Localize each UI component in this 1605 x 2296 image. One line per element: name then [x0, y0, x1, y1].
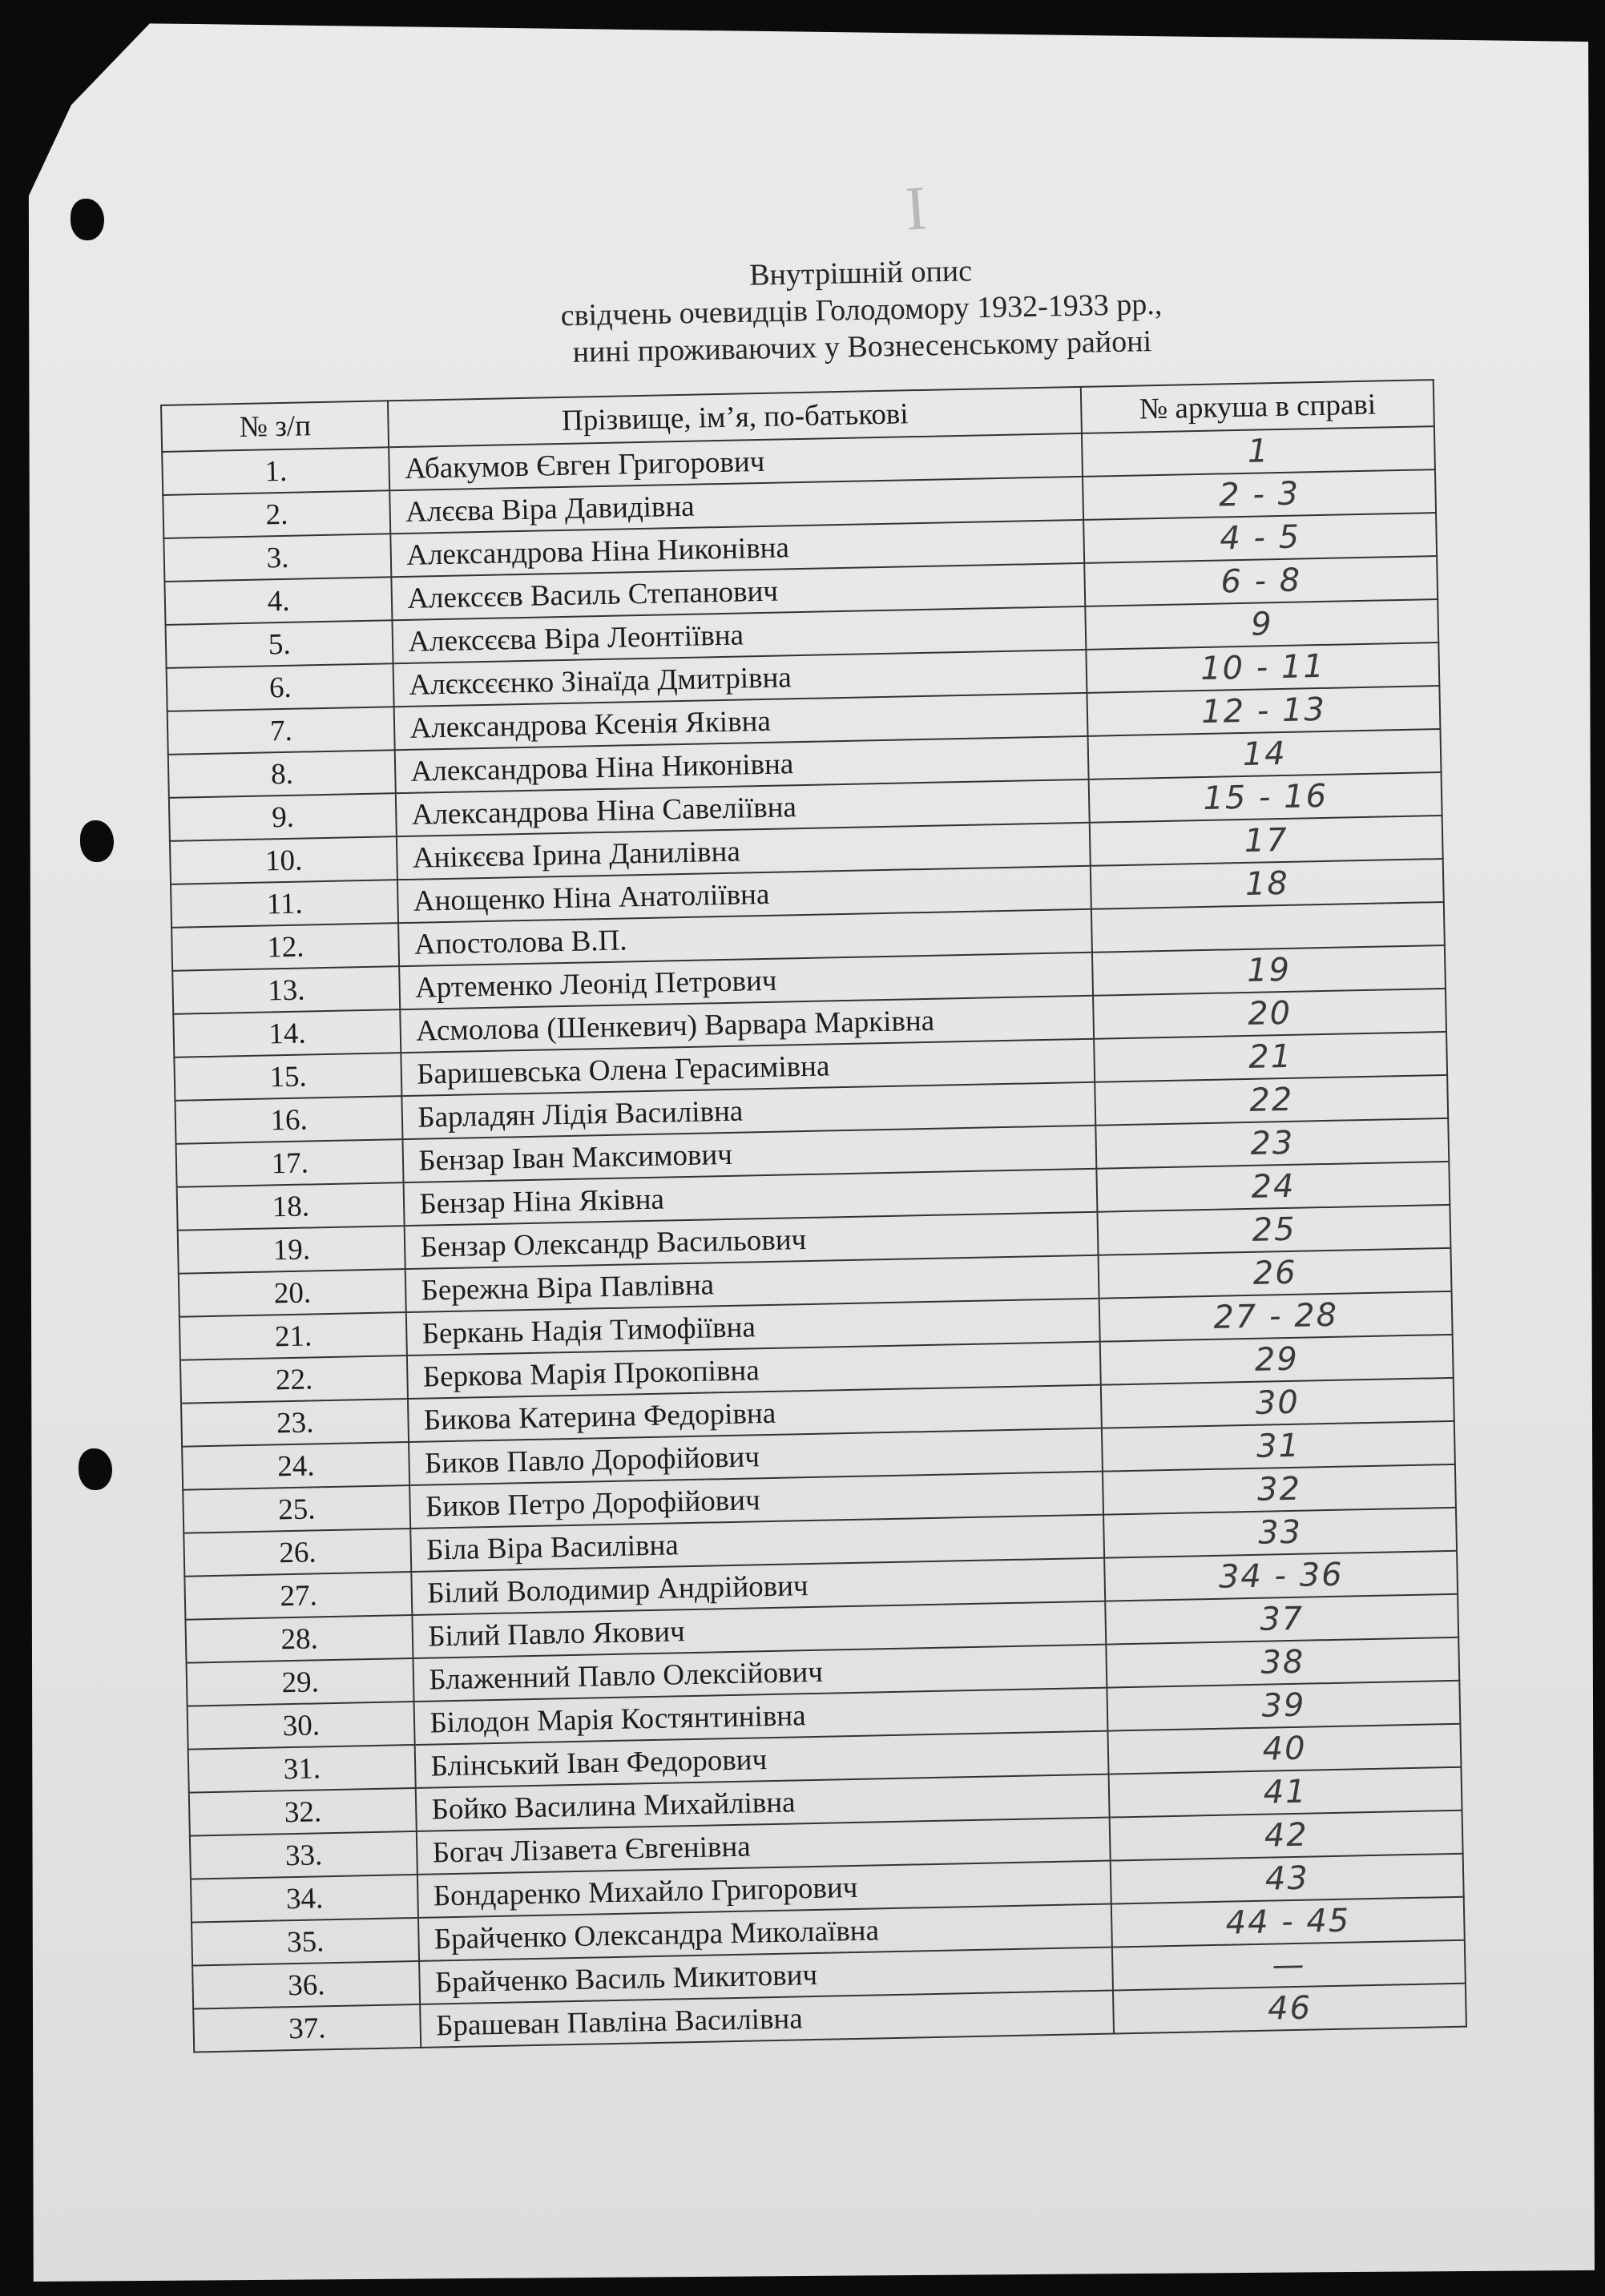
row-sheet-number: 32 — [1103, 1464, 1456, 1515]
row-sheet-number: 31 — [1102, 1421, 1455, 1472]
header-full-name: Прізвище, ім’я, по-батькові — [388, 387, 1082, 447]
row-full-name: Бикова Катерина Федорівна — [408, 1385, 1102, 1442]
row-sheet-number — [1091, 902, 1445, 953]
row-sheet-number: 29 — [1100, 1335, 1454, 1385]
row-sheet-number: 1 — [1082, 426, 1435, 477]
row-number: 14. — [173, 1009, 401, 1057]
row-full-name: Баришевська Олена Герасимівна — [401, 1039, 1095, 1096]
row-full-name: Барладян Лідія Василівна — [402, 1082, 1096, 1139]
heading-line-1: Внутрішній опис — [748, 254, 973, 292]
row-full-name: Александрова Ніна Савеліївна — [396, 779, 1090, 836]
row-number: 26. — [183, 1529, 411, 1577]
row-full-name: Брайченко Василь Микитович — [419, 1948, 1113, 2004]
row-full-name: Блаженний Павло Олексійович — [413, 1645, 1107, 1702]
row-number: 22. — [180, 1355, 408, 1404]
row-sheet-number: 22 — [1095, 1075, 1448, 1126]
row-number: 11. — [171, 880, 398, 928]
row-number: 15. — [174, 1053, 401, 1101]
row-full-name: Біла Віра Василівна — [411, 1515, 1105, 1572]
row-number: 32. — [189, 1788, 417, 1836]
row-full-name: Алєєва Віра Давидівна — [390, 477, 1084, 534]
table-body — [162, 426, 1466, 2052]
row-full-name: Биков Петро Дорофійович — [410, 1472, 1104, 1529]
row-full-name: Беркова Марія Прокопівна — [407, 1342, 1101, 1399]
page-mark: I — [902, 172, 929, 244]
row-full-name: Білий Павло Якович — [413, 1601, 1107, 1658]
row-number: 37. — [193, 2004, 421, 2052]
row-full-name: Бензар Олександр Васильович — [405, 1212, 1099, 1269]
row-number: 12. — [171, 923, 399, 971]
row-full-name: Александрова Ксенія Яківна — [394, 693, 1088, 750]
row-full-name: Артеменко Леонід Петрович — [400, 953, 1094, 1009]
row-full-name: Бойко Василина Михайлівна — [416, 1774, 1110, 1831]
row-number: 7. — [167, 707, 395, 755]
row-sheet-number: 33 — [1103, 1508, 1457, 1558]
row-full-name: Алексєєва Віра Леонтіївна — [393, 606, 1087, 663]
row-sheet-number: 25 — [1098, 1205, 1451, 1255]
row-full-name: Білий Володимир Андрійович — [412, 1558, 1106, 1615]
row-sheet-number: 18 — [1091, 859, 1444, 909]
heading-line-2: свідчень очевидців Голодомору 1932-1933 рр., — [560, 287, 1163, 333]
row-full-name: Брайченко Олександра Миколаївна — [418, 1904, 1112, 1961]
row-sheet-number: 38 — [1107, 1637, 1460, 1688]
row-sheet-number: 19 — [1092, 945, 1446, 996]
row-number: 10. — [170, 836, 397, 884]
row-full-name: Алєксєєнко Зінаїда Дмитрівна — [393, 650, 1087, 707]
header-number: № з/п — [161, 401, 389, 452]
row-sheet-number: 26 — [1099, 1248, 1452, 1299]
row-sheet-number: 30 — [1101, 1378, 1454, 1428]
row-number: 24. — [182, 1442, 409, 1490]
row-full-name: Беркань Надія Тимофіївна — [406, 1299, 1100, 1355]
row-number: 31. — [188, 1745, 416, 1793]
row-number: 29. — [187, 1658, 414, 1706]
row-number: 8. — [168, 750, 396, 798]
row-full-name: Анікєєва Ірина Данилівна — [397, 823, 1091, 880]
row-sheet-number: 39 — [1107, 1681, 1461, 1731]
row-number: 30. — [188, 1702, 415, 1750]
row-number: 5. — [166, 620, 393, 668]
row-number: 20. — [179, 1269, 406, 1317]
header-sheet-number: № аркуша в справі — [1081, 380, 1434, 433]
row-sheet-number: 34 - 36 — [1104, 1551, 1458, 1601]
row-sheet-number: 40 — [1108, 1724, 1462, 1774]
row-number: 21. — [179, 1312, 407, 1360]
row-full-name: Алексєєв Василь Степанович — [392, 563, 1086, 620]
row-full-name: Александрова Ніна Никонівна — [395, 736, 1089, 793]
row-number: 19. — [178, 1226, 405, 1274]
row-sheet-number: 12 - 13 — [1087, 686, 1441, 736]
row-sheet-number: 44 - 45 — [1111, 1897, 1465, 1948]
row-number: 4. — [164, 577, 392, 625]
row-number: 9. — [169, 793, 397, 841]
inventory-table-wrapper — [160, 379, 1467, 2052]
row-number: 16. — [175, 1096, 402, 1144]
row-full-name: Бензар Ніна Яківна — [404, 1169, 1098, 1226]
row-sheet-number: 27 - 28 — [1099, 1291, 1453, 1342]
row-sheet-number: 43 — [1111, 1854, 1464, 1904]
row-number: 2. — [163, 490, 390, 538]
document-heading — [440, 247, 1283, 373]
row-full-name: Асмолова (Шенкевич) Варвара Марківна — [401, 996, 1095, 1053]
row-full-name: Биков Павло Дорофійович — [409, 1428, 1103, 1485]
row-sheet-number: 2 - 3 — [1083, 469, 1436, 520]
row-sheet-number: 24 — [1097, 1162, 1450, 1212]
row-full-name: Блінський Іван Федорович — [415, 1731, 1109, 1788]
row-number: 35. — [192, 1918, 419, 1966]
punch-hole — [80, 820, 114, 862]
punch-hole — [79, 1448, 112, 1490]
row-full-name: Бережна Віра Павлівна — [405, 1255, 1099, 1312]
row-number: 3. — [163, 534, 391, 582]
row-number: 36. — [192, 1961, 420, 2009]
row-number: 13. — [172, 966, 400, 1014]
row-full-name: Брашеван Павліна Василівна — [421, 1991, 1115, 2048]
row-sheet-number: 46 — [1113, 1984, 1466, 2034]
heading-line-3: нині проживаючих у Вознесенському районі — [572, 324, 1152, 369]
row-number: 6. — [167, 663, 394, 711]
row-full-name: Анощенко Ніна Анатоліївна — [397, 866, 1091, 923]
row-sheet-number: 20 — [1093, 989, 1446, 1039]
row-full-name: Апостолова В.П. — [398, 909, 1092, 966]
row-number: 23. — [181, 1399, 409, 1447]
row-number: 34. — [191, 1875, 418, 1923]
row-sheet-number: 10 - 11 — [1087, 642, 1440, 693]
row-sheet-number: 6 - 8 — [1084, 556, 1438, 606]
row-sheet-number: 41 — [1109, 1767, 1462, 1818]
row-number: 18. — [177, 1182, 405, 1231]
row-number: 33. — [190, 1831, 417, 1879]
row-sheet-number: — — [1112, 1940, 1466, 1991]
row-number: 25. — [183, 1485, 410, 1533]
row-full-name: Абакумов Євген Григорович — [389, 433, 1083, 490]
row-sheet-number: 9 — [1086, 599, 1439, 650]
row-full-name: Бензар Іван Максимович — [403, 1126, 1097, 1182]
inventory-table — [160, 379, 1467, 2052]
row-sheet-number: 14 — [1088, 729, 1442, 779]
row-full-name: Александрова Ніна Никонівна — [391, 520, 1085, 577]
row-sheet-number: 17 — [1090, 816, 1443, 866]
row-number: 1. — [162, 447, 389, 495]
row-sheet-number: 21 — [1094, 1032, 1447, 1082]
row-number: 17. — [176, 1139, 404, 1187]
punch-hole — [71, 199, 104, 240]
row-full-name: Богач Лізавета Євгенівна — [417, 1818, 1111, 1875]
row-number: 28. — [185, 1615, 413, 1663]
row-sheet-number: 42 — [1110, 1811, 1463, 1861]
row-sheet-number: 37 — [1105, 1594, 1458, 1645]
row-sheet-number: 23 — [1096, 1118, 1450, 1169]
row-full-name: Білодон Марія Костянтинівна — [414, 1688, 1108, 1745]
row-sheet-number: 15 - 16 — [1089, 772, 1442, 823]
row-full-name: Бондаренко Михайло Григорович — [417, 1861, 1111, 1918]
row-sheet-number: 4 - 5 — [1083, 513, 1437, 563]
row-number: 27. — [184, 1572, 412, 1620]
